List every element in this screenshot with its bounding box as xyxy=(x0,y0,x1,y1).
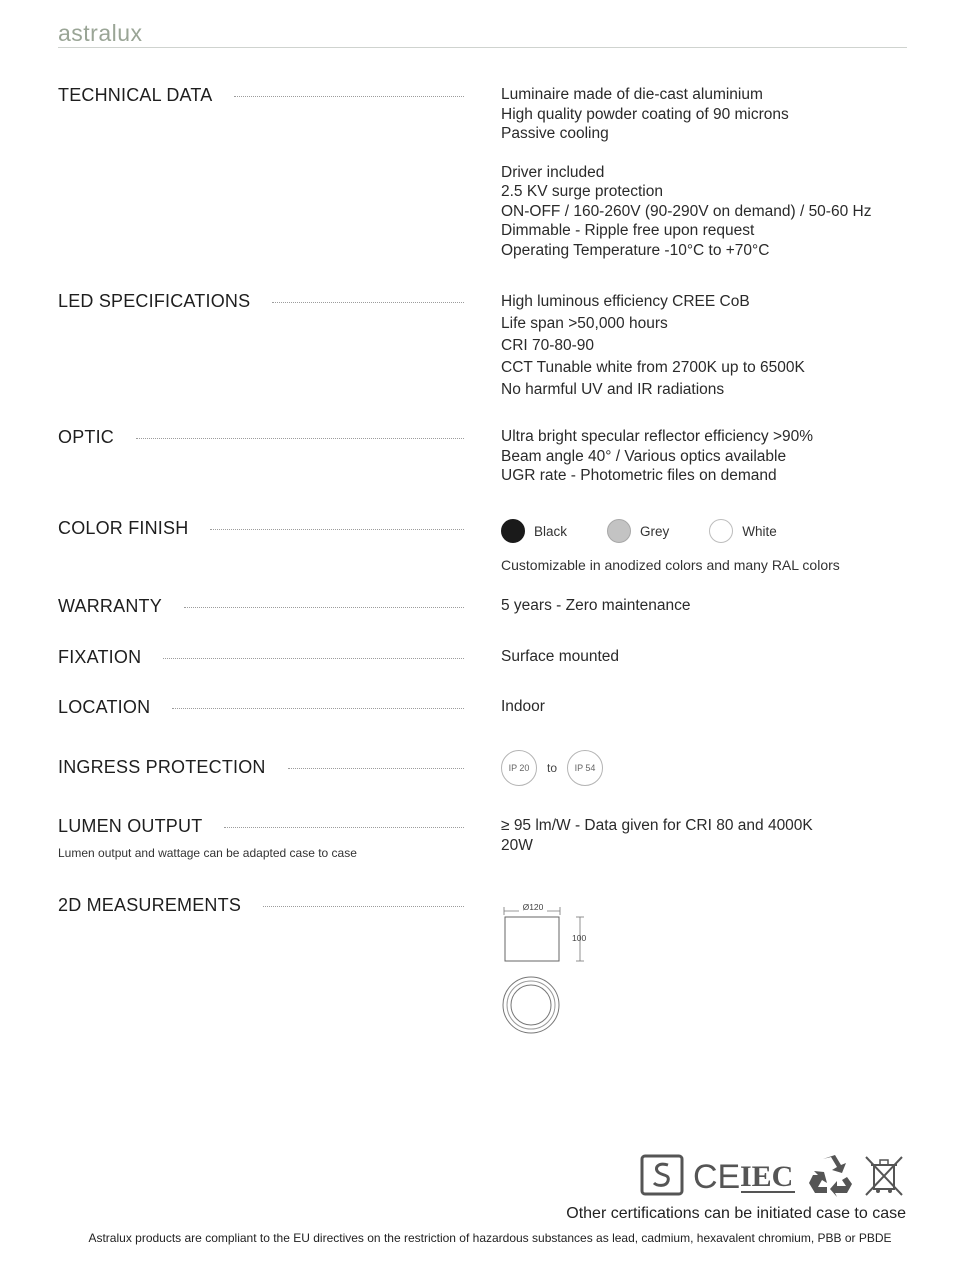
spec-line: Driver included xyxy=(501,163,605,181)
ce-mark-text: CE xyxy=(692,1158,740,1196)
spec-value: Indoor xyxy=(501,698,545,715)
dotted-leader xyxy=(288,768,464,769)
dotted-leader xyxy=(136,438,464,439)
finish-note: Customizable in anodized colors and many RAL colors xyxy=(501,557,840,573)
section-label: 2D MEASUREMENTS xyxy=(58,895,242,915)
weee-bin-icon xyxy=(862,1153,906,1197)
dotted-leader xyxy=(234,96,464,97)
dotted-leader xyxy=(224,827,464,828)
spec-line: Life span >50,000 hours xyxy=(501,315,668,332)
dotted-leader xyxy=(272,302,464,303)
section-label: LOCATION xyxy=(58,697,151,717)
dotted-leader xyxy=(163,658,464,659)
spec-value: Surface mounted xyxy=(501,648,620,665)
iec-mark-icon xyxy=(739,1154,797,1196)
diameter-label: Ø120 xyxy=(522,902,544,912)
section-label: TECHNICAL DATA xyxy=(58,85,213,105)
ce-mark-icon xyxy=(692,1154,740,1196)
swatch-label: White xyxy=(742,523,777,539)
spec-line: 20W xyxy=(501,836,533,854)
swatch-white xyxy=(709,519,777,543)
certifications-note: Other certifications can be initiated case to case xyxy=(566,1205,906,1222)
section-label: WARRANTY xyxy=(58,596,162,616)
section-label: FIXATION xyxy=(58,647,142,667)
dotted-leader xyxy=(210,529,464,530)
spec-line: Ultra bright specular reflector efficiency >90% xyxy=(501,428,814,445)
spec-line: High luminous efficiency CREE CoB xyxy=(501,293,750,310)
section-sublabel: Lumen output and wattage can be adapted case to case xyxy=(58,846,357,860)
swatch-label: Black xyxy=(534,523,568,539)
dotted-leader xyxy=(263,906,464,907)
spec-line: Beam angle 40° / Various optics available xyxy=(501,447,787,465)
color-swatch xyxy=(709,519,733,543)
measurement-drawing xyxy=(498,899,618,1039)
spec-line: ≥ 95 lm/W - Data given for CRI 80 and 4000K xyxy=(501,817,813,834)
compliance-footer: Astralux products are compliant to the EU directives on the restriction of hazardous substances as lead, cadmium, hexavalent chromium, PBB or PBDE xyxy=(88,1231,892,1245)
dotted-leader xyxy=(172,708,464,709)
spec-line: 2.5 KV surge protection xyxy=(501,183,663,200)
brand-logo: astralux xyxy=(58,20,143,46)
ip-connector: to xyxy=(547,761,558,775)
section-label: LUMEN OUTPUT xyxy=(58,816,203,836)
spec-line: Operating Temperature -10°C to +70°C xyxy=(501,241,770,259)
iec-mark-text: IEC xyxy=(740,1160,794,1193)
class-ii-icon xyxy=(640,1154,684,1196)
color-swatch xyxy=(607,519,631,543)
certification-icons xyxy=(640,1153,906,1197)
swatch-black xyxy=(501,519,567,543)
swatch-label: Grey xyxy=(640,523,670,539)
header-divider xyxy=(58,47,907,48)
spec-line: Luminaire made of die-cast aluminium xyxy=(501,86,763,103)
spec-value: 5 years - Zero maintenance xyxy=(501,597,691,614)
recycle-icon xyxy=(805,1153,855,1197)
section-label: LED SPECIFICATIONS xyxy=(58,291,251,311)
spec-line: ON-OFF / 160-260V (90-290V on demand) / 50-60 Hz xyxy=(501,202,872,220)
dotted-leader xyxy=(184,607,464,608)
ip-rating-badge: IP 54 xyxy=(567,750,603,786)
section-label: OPTIC xyxy=(58,427,115,447)
color-swatch xyxy=(501,519,525,543)
spec-line: No harmful UV and IR radiations xyxy=(501,381,725,398)
spec-line: High quality powder coating of 90 microns xyxy=(501,105,789,123)
swatch-grey xyxy=(607,519,669,543)
spec-line: CRI 70-80-90 xyxy=(501,337,595,354)
section-label: INGRESS PROTECTION xyxy=(58,757,266,777)
spec-line: CCT Tunable white from 2700K up to 6500K xyxy=(501,359,805,376)
height-label: 100 xyxy=(572,933,587,943)
ip-rating-badge: IP 20 xyxy=(501,750,537,786)
spec-line: UGR rate - Photometric files on demand xyxy=(501,467,777,484)
spec-line: Dimmable - Ripple free upon request xyxy=(501,222,755,239)
spec-line: Passive cooling xyxy=(501,125,609,142)
section-label: COLOR FINISH xyxy=(58,518,189,538)
